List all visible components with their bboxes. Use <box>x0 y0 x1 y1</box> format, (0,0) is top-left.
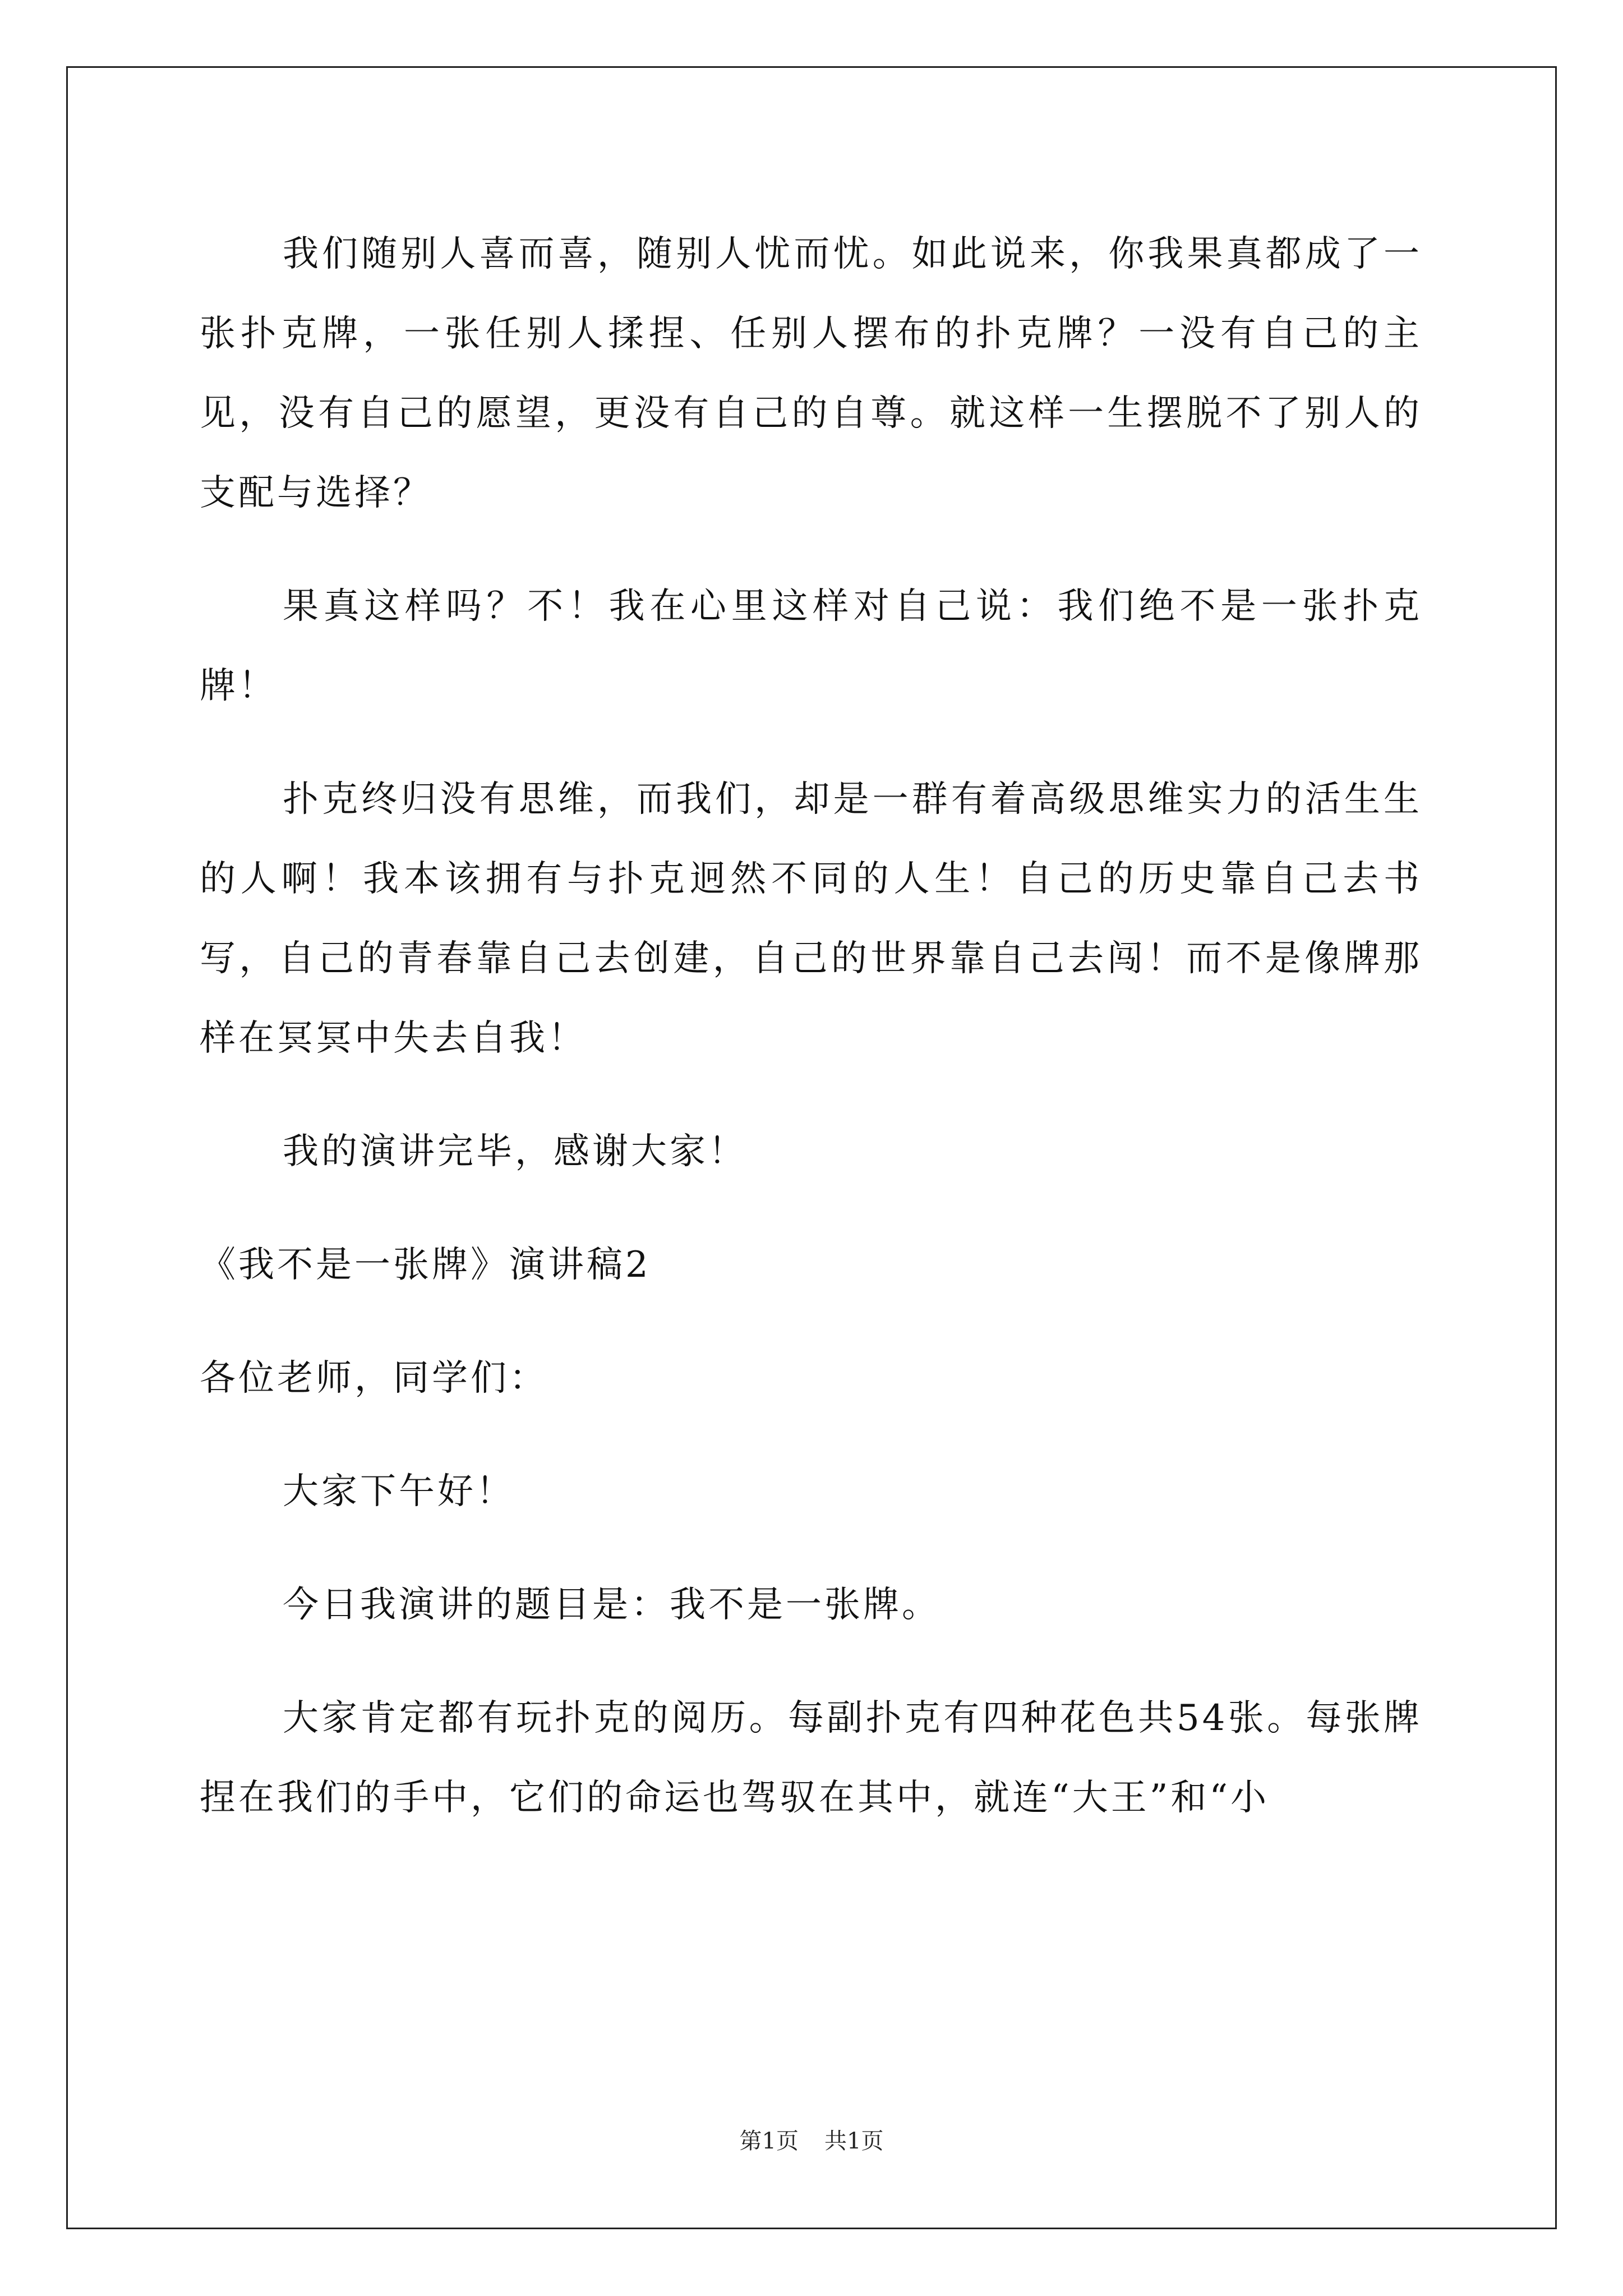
document-body <box>200 214 1422 1871</box>
page-number-current: 第1页 <box>739 2128 799 2154</box>
paragraph-6: 今日我演讲的题目是：我不是一张牌。 <box>283 1584 940 1626</box>
paragraph-7: 大家肯定都有玩扑克的阅历。每副扑克有四种花色共54张。每张牌捏在我们的手中，它们的命运也驾驭在其中，就连“大王”和“小 <box>200 1697 1422 1819</box>
paragraph-2: 果真这样吗？不！我在心里这样对自己说：我们绝不是一张扑克牌！ <box>200 586 1422 707</box>
page-number-total: 共1页 <box>824 2128 884 2154</box>
page-footer <box>0 2127 1623 2155</box>
paragraph-3: 扑克终归没有思维，而我们，却是一群有着高级思维实力的活生生的人啊！我本该拥有与扑克迥然不同的人生！自己的历史靠自己去书写，自己的青春靠自己去创建，自己的世界靠自己去闯！而不是像牌那样在冥冥中失去自我！ <box>200 779 1422 1059</box>
paragraph-5: 大家下午好！ <box>283 1471 515 1512</box>
paragraph-4: 我的演讲完毕，感谢大家！ <box>283 1131 747 1172</box>
section-title: 《我不是一张牌》演讲稿2 <box>200 1244 651 1286</box>
paragraph-1: 我们随别人喜而喜，随别人忧而忧。如此说来，你我果真都成了一张扑克牌，一张任别人揉捏、任别人摆布的扑克牌？一没有自己的主见，没有自己的愿望，更没有自己的自尊。就这样一生摆脱不了别人的支配与选择？ <box>200 233 1422 514</box>
salutation: 各位老师，同学们： <box>200 1358 548 1399</box>
